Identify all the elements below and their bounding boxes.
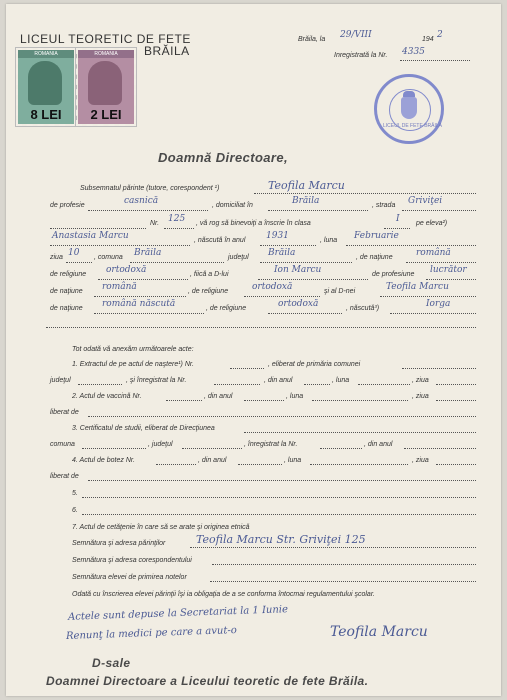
birth-month-label: , luna bbox=[320, 237, 338, 244]
stamp-value: 2 LEI bbox=[90, 107, 122, 122]
profession-label: de profesie bbox=[50, 202, 85, 209]
item4-baptism-label: 4. Actul de botez Nr. bbox=[72, 457, 135, 464]
parents-signature-value: Teofila Marcu Str. Griviţei 125 bbox=[196, 533, 366, 546]
mother-label: şi al D-nei bbox=[324, 288, 356, 295]
city-date-label: Brăila, la bbox=[298, 36, 326, 43]
item3-commune-label: comuna bbox=[50, 441, 75, 448]
father-nationality: română bbox=[102, 282, 137, 292]
item2-day-label: , ziua bbox=[412, 393, 429, 400]
religion-value: ortodoxă bbox=[106, 265, 147, 275]
item3-certificate-label: 3. Certificatul de studii, eliberat de Direcţiunea bbox=[72, 425, 215, 432]
profession-value: casnică bbox=[124, 196, 159, 206]
item1-issued-label: , eliberat de primăria comunei bbox=[268, 361, 361, 368]
portrait-icon bbox=[88, 61, 122, 105]
stamp-country: ROMANIA bbox=[18, 50, 74, 58]
parents-signature-label: Semnătura şi adresa părinţilor bbox=[72, 540, 166, 547]
item4-year-label: , din anul bbox=[198, 457, 227, 464]
street-value: Griviţei bbox=[408, 196, 443, 206]
street-label: , strada bbox=[372, 202, 396, 209]
handwritten-note-line1: Actele sunt depuse la Secretariat la 1 Iunie bbox=[67, 604, 289, 623]
item3-county-label: , judeţul bbox=[148, 441, 173, 448]
mother-nationality-label: de naţiune bbox=[50, 305, 83, 312]
item3-year-label: , din anul bbox=[364, 441, 393, 448]
father-nationality-label: de naţiune bbox=[50, 288, 83, 295]
county-value: Brăila bbox=[268, 248, 296, 258]
class-nr: I bbox=[396, 214, 400, 224]
year-prefix: 194 bbox=[422, 36, 434, 43]
item1-birth-cert-label: 1. Extractul de pe actul de naştere¹) Nr. bbox=[72, 361, 194, 368]
item1-reg-label: , şi înregistrat la Nr. bbox=[126, 377, 187, 384]
mother-religion-label: , de religiune bbox=[206, 305, 247, 312]
stamp-country: ROMANIA bbox=[78, 50, 134, 58]
nationality-value: română bbox=[416, 248, 451, 258]
birth-day: 10 bbox=[68, 248, 80, 258]
item1-month-label: , luna bbox=[332, 377, 350, 384]
obligation-text: Odată cu înscrierea elevei părinţii îşi ia obligaţia de a se conforma întocmai regulamentului şcolar. bbox=[72, 591, 375, 598]
nationality-label: , de naţiune bbox=[356, 254, 393, 261]
item7-citizenship-label: 7. Actul de cetăţenie în care să se arate şi originea etnică bbox=[72, 524, 250, 531]
item2-issued-by-label: liberat de bbox=[50, 409, 79, 416]
item4-month-label: , luna bbox=[284, 457, 302, 464]
father-religion-label: , de religiune bbox=[188, 288, 229, 295]
house-nr-label: Nr. bbox=[150, 220, 160, 227]
student-signature-label: Semnătura elevei de primirea notelor bbox=[72, 574, 187, 581]
mother-maiden-name: Iorga bbox=[426, 299, 451, 309]
item2-vaccine-label: 2. Actul de vaccină Nr. bbox=[72, 393, 142, 400]
father-profession-label: de profesiune bbox=[372, 271, 415, 278]
mother-name: Teofila Marcu bbox=[386, 282, 449, 292]
seal-ring-text: LICEUL DE FETE BRĂILA bbox=[383, 123, 442, 129]
student-name: Anastasia Marcu bbox=[52, 231, 129, 241]
salutation-title: Doamnă Directoare, bbox=[158, 150, 289, 165]
student-label: pe eleva²) bbox=[416, 220, 448, 227]
birth-month: Februarie bbox=[354, 231, 399, 241]
father-religion: ortodoxă bbox=[252, 282, 293, 292]
domicile-label: , domiciliat în bbox=[212, 202, 253, 209]
item4-day-label: , ziua bbox=[412, 457, 429, 464]
postage-stamp-2-lei bbox=[76, 48, 136, 126]
house-nr-value: 125 bbox=[168, 214, 186, 224]
item3-reg-label: , înregistrat la Nr. bbox=[244, 441, 298, 448]
item4-issued-by-label: liberat de bbox=[50, 473, 79, 480]
mother-nationality: română născută bbox=[102, 299, 176, 309]
stamp-value: 8 LEI bbox=[30, 107, 62, 122]
commune-value: Brăila bbox=[134, 248, 162, 258]
item6-label: 6. bbox=[72, 507, 78, 514]
enroll-text: , vă rog să binevoiţi a înscrie în clasa bbox=[196, 220, 311, 227]
mother-born-label: , născută³) bbox=[346, 305, 380, 312]
registered-label: Inregistrată la Nr. bbox=[334, 52, 388, 59]
school-name-line1: LICEUL TEORETIC DE FETE bbox=[20, 32, 191, 46]
handwritten-note-line2: Renunţ la medici pe care a avut-o bbox=[65, 625, 237, 642]
parent-label: Subsemnatul părinte (tutore, corespondent ¹) bbox=[80, 185, 220, 192]
county-label: judeţul bbox=[228, 254, 249, 261]
application-form-page bbox=[6, 4, 501, 696]
postage-stamp-8-lei bbox=[16, 48, 76, 126]
parent-name: Teofila Marcu bbox=[268, 179, 345, 192]
mother-religion: ortodoxă bbox=[278, 299, 319, 309]
school-name-line2: BRĂILA bbox=[144, 44, 190, 58]
item1-year-label: , din anul bbox=[264, 377, 293, 384]
attachments-intro: Tot odată vă anexăm următoarele acte: bbox=[72, 346, 194, 353]
handwritten-signature: Teofila Marcu bbox=[330, 624, 428, 640]
father-profession: lucrător bbox=[430, 265, 467, 275]
item2-year-label: , din anul bbox=[204, 393, 233, 400]
item5-label: 5. bbox=[72, 490, 78, 497]
footer-d-sale: D-sale bbox=[92, 656, 131, 670]
date-day-month: 29/VIII bbox=[340, 30, 372, 40]
religion-label: de religiune bbox=[50, 271, 87, 278]
corresp-signature-label: Semnătura şi adresa corespondentului bbox=[72, 557, 192, 564]
item1-day-label: , ziua bbox=[412, 377, 429, 384]
item1-county-label: judeţul bbox=[50, 377, 71, 384]
birth-day-label: ziua bbox=[50, 254, 63, 261]
item2-month-label: , luna bbox=[286, 393, 304, 400]
commune-label: , comuna bbox=[94, 254, 123, 261]
school-seal-icon bbox=[374, 74, 444, 144]
domicile-value: Brăila bbox=[292, 196, 320, 206]
registered-number: 4335 bbox=[402, 47, 425, 57]
year-suffix: 2 bbox=[437, 30, 443, 40]
father-name: Ion Marcu bbox=[274, 265, 322, 275]
portrait-icon bbox=[28, 61, 62, 105]
birth-year-label: , născută în anul bbox=[194, 237, 246, 244]
daughter-of-label: , fiică a D-lui bbox=[190, 271, 229, 278]
footer-addressee: Doamnei Directoare a Liceului teoretic de fete Brăila. bbox=[46, 674, 369, 688]
birth-year: 1931 bbox=[266, 231, 289, 241]
